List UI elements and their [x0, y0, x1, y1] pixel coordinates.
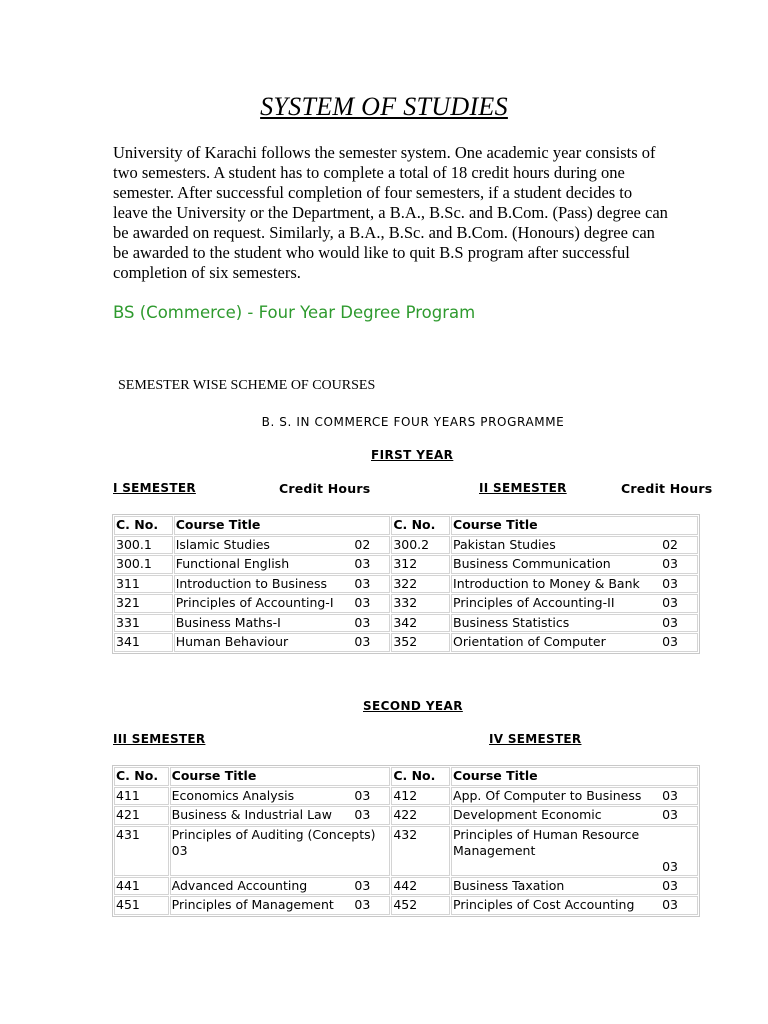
course-title: Business Taxation	[453, 877, 565, 893]
course-number-cell: 321	[114, 594, 173, 613]
course-title-cell	[451, 594, 698, 613]
course-title: Development Economic	[453, 807, 602, 822]
course-title: Pakistan Studies	[453, 536, 556, 552]
course-number-cell: 341	[114, 633, 173, 652]
semester-1-credit-label: Credit Hours	[279, 481, 371, 496]
course-title: Business Maths-I	[175, 614, 281, 630]
credit-hours: 03	[662, 634, 678, 649]
course-title-cell	[174, 555, 391, 574]
intro-paragraph: University of Karachi follows the semester system. One academic year consists of two semesters. A student has to complete a total of 18 credit hours during one semester. After successful completion of four semesters, if a student decides to leave the University or the Department, a B.A., B.Sc. and B.Com. (Pass) degree can be awarded on request. Similarly, a B.A., B.Sc. and B.Com. (Honours) degree can be awarded to the student who would like to quit B.S program after successful completion of six semesters.	[113, 143, 668, 282]
credit-hours: 03	[171, 842, 188, 858]
course-number-cell: 422	[391, 806, 450, 825]
first-year-label: FIRST YEAR	[371, 448, 454, 462]
course-number-cell: 412	[391, 787, 450, 806]
credit-hours: 02	[354, 536, 371, 552]
semester-1-label: I SEMESTER	[113, 481, 196, 495]
cno-header: C. No.	[114, 516, 173, 535]
table-row	[114, 826, 698, 876]
course-title: Principles of Accounting-I	[175, 595, 334, 610]
credit-hours: 03	[662, 614, 678, 630]
credit-hours: 03	[354, 877, 371, 893]
credit-hours: 03	[354, 556, 371, 571]
course-number-cell: 332	[391, 594, 450, 613]
credit-hours: 03	[662, 877, 678, 893]
course-number-cell: 300.1	[114, 555, 173, 574]
credit-hours: 03	[662, 897, 678, 912]
course-title: Human Behaviour	[175, 634, 289, 649]
course-title: Business & Industrial Law	[171, 807, 332, 822]
semester-3-label: III SEMESTER	[113, 732, 206, 746]
credit-hours: 03	[662, 858, 678, 874]
course-number-cell: 352	[391, 633, 450, 652]
course-title-cell	[174, 614, 391, 633]
course-number-cell: 331	[114, 614, 173, 633]
course-title-cell	[170, 806, 391, 825]
course-title: Advanced Accounting	[171, 877, 308, 893]
course-number-cell: 442	[391, 877, 450, 896]
credit-hours: 03	[354, 634, 371, 649]
table-row	[114, 806, 698, 825]
course-number-cell: 312	[391, 555, 450, 574]
second-year-label: SECOND YEAR	[363, 699, 463, 713]
course-number-cell: 311	[114, 575, 173, 594]
credit-hours: 03	[662, 595, 678, 610]
first-year-course-table	[112, 514, 700, 654]
course-title-cell	[170, 896, 391, 915]
table-row	[114, 614, 698, 633]
course-title: Business Statistics	[453, 614, 570, 630]
course-title-header: Course Title	[451, 767, 698, 786]
course-title-cell	[174, 575, 391, 594]
course-title-cell	[174, 633, 391, 652]
course-title: Principles of Auditing (Concepts)	[171, 826, 376, 842]
table-row	[114, 594, 698, 613]
table-header-row	[114, 516, 698, 535]
course-number-cell: 421	[114, 806, 169, 825]
table-row	[114, 877, 698, 896]
credit-hours: 03	[662, 556, 678, 571]
course-title: Orientation of Computer	[453, 634, 606, 649]
course-title: Economics Analysis	[171, 787, 295, 803]
course-number-cell: 432	[391, 826, 450, 876]
page-title: SYSTEM OF STUDIES	[260, 92, 508, 121]
course-title-cell	[451, 826, 698, 876]
course-title-cell	[451, 536, 698, 555]
semester-4-label: IV SEMESTER	[489, 732, 582, 746]
course-number-cell: 300.1	[114, 536, 173, 555]
course-number-cell: 441	[114, 877, 169, 896]
scheme-heading: SEMESTER WISE SCHEME OF COURSES	[118, 378, 376, 393]
course-title-cell	[170, 877, 391, 896]
course-title-cell	[451, 806, 698, 825]
cno-header: C. No.	[391, 767, 450, 786]
course-title: Functional English	[175, 556, 290, 571]
table-row	[114, 896, 698, 915]
course-title-cell	[174, 594, 391, 613]
table-row	[114, 787, 698, 806]
credit-hours: 03	[354, 807, 371, 822]
course-title-cell	[170, 826, 391, 876]
table-row	[114, 555, 698, 574]
course-title: Introduction to Business	[175, 575, 328, 591]
course-title-cell	[170, 787, 391, 806]
course-title: Principles of Human Resource Management	[453, 826, 640, 858]
course-number-cell: 431	[114, 826, 169, 876]
semester-2-credit-label: Credit Hours	[621, 481, 713, 496]
course-title-header: Course Title	[451, 516, 698, 535]
course-number-cell: 411	[114, 787, 169, 806]
course-title: Business Communication	[453, 556, 611, 571]
course-title-cell	[451, 555, 698, 574]
table-row	[114, 536, 698, 555]
credit-hours: 03	[354, 787, 371, 803]
second-year-course-table	[112, 765, 700, 917]
course-title: Principles of Cost Accounting	[453, 897, 635, 912]
course-number-cell: 342	[391, 614, 450, 633]
cno-header: C. No.	[114, 767, 169, 786]
course-title-cell	[174, 536, 391, 555]
credit-hours: 03	[354, 614, 371, 630]
credit-hours: 03	[662, 575, 678, 591]
programme-heading: B. S. IN COMMERCE FOUR YEARS PROGRAMME	[261, 415, 565, 429]
course-title-cell	[451, 633, 698, 652]
credit-hours: 03	[354, 595, 371, 610]
semester-2-label: II SEMESTER	[479, 481, 567, 495]
credit-hours: 03	[662, 807, 678, 822]
course-title: Introduction to Money & Bank	[453, 575, 640, 591]
course-number-cell: 452	[391, 896, 450, 915]
course-title-cell	[451, 614, 698, 633]
credit-hours: 03	[354, 897, 371, 912]
course-title: Principles of Management	[171, 897, 334, 912]
cno-header: C. No.	[391, 516, 450, 535]
course-title-cell	[451, 896, 698, 915]
course-title: App. Of Computer to Business	[453, 787, 642, 803]
course-title: Principles of Accounting-II	[453, 595, 615, 610]
table-row	[114, 575, 698, 594]
course-number-cell: 322	[391, 575, 450, 594]
course-title-cell	[451, 575, 698, 594]
course-title: Islamic Studies	[175, 536, 270, 552]
program-heading: BS (Commerce) - Four Year Degree Program	[113, 303, 476, 322]
course-title-header: Course Title	[174, 516, 391, 535]
course-title-cell	[451, 787, 698, 806]
course-title-header: Course Title	[170, 767, 391, 786]
course-title-cell	[451, 877, 698, 896]
table-header-row	[114, 767, 698, 786]
table-row	[114, 633, 698, 652]
credit-hours: 02	[662, 536, 678, 552]
credit-hours: 03	[354, 575, 371, 591]
credit-hours: 03	[662, 787, 678, 803]
course-number-cell: 451	[114, 896, 169, 915]
course-number-cell: 300.2	[391, 536, 450, 555]
